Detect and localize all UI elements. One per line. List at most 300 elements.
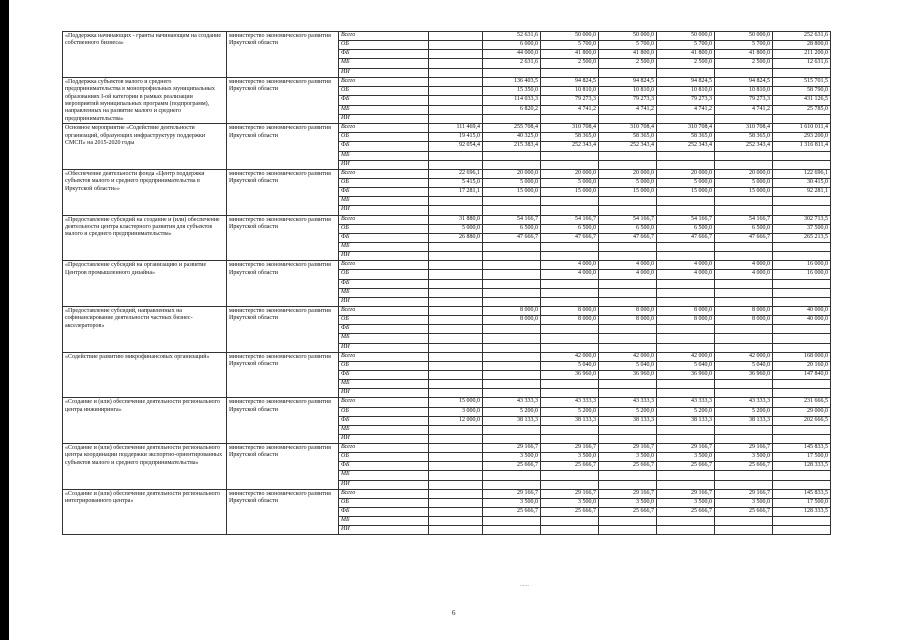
year-value-cell [483, 361, 541, 370]
year-value-cell: 43 333,3 [483, 398, 541, 407]
executor-cell: министерство экономического развития Иркутской области [227, 124, 339, 170]
year-value-cell [429, 434, 483, 443]
year-value-cell [429, 325, 483, 334]
year-value-cell [483, 197, 541, 206]
year-value-cell: 29 166,7 [715, 444, 773, 453]
total-value-cell: 202 666,5 [773, 416, 831, 425]
year-value-cell: 12 000,0 [429, 416, 483, 425]
total-value-cell: 1 316 811,4 [773, 142, 831, 151]
year-value-cell: 58 365,0 [715, 133, 773, 142]
executor-cell: министерство экономического развития Иркутской области [227, 77, 339, 123]
funding-source-label: Всего [339, 398, 429, 407]
year-value-cell: 4 741,2 [715, 105, 773, 114]
year-value-cell: 8 000,0 [599, 306, 657, 315]
year-value-cell [599, 471, 657, 480]
year-value-cell [657, 242, 715, 251]
year-value-cell [429, 489, 483, 498]
year-value-cell: 29 166,7 [483, 489, 541, 498]
year-value-cell [715, 151, 773, 160]
total-value-cell: 168 000,0 [773, 352, 831, 361]
table-row [63, 77, 831, 86]
year-value-cell [599, 325, 657, 334]
funding-source-label: МБ [339, 380, 429, 389]
year-value-cell [429, 480, 483, 489]
total-value-cell: 20 160,0 [773, 361, 831, 370]
year-value-cell [657, 252, 715, 261]
year-value-cell [715, 68, 773, 77]
year-value-cell: 92 054,4 [429, 142, 483, 151]
year-value-cell: 4 741,2 [599, 105, 657, 114]
year-value-cell: 50 000,0 [599, 32, 657, 41]
year-value-cell: 3 500,0 [657, 453, 715, 462]
total-value-cell [773, 68, 831, 77]
year-value-cell: 6 820,2 [483, 105, 541, 114]
measure-description: «Создание и (или) обеспечение деятельности регионального центра инжиниринга» [63, 398, 227, 444]
year-value-cell: 3 500,0 [541, 498, 599, 507]
funding-source-label: ФБ [339, 462, 429, 471]
total-value-cell [773, 425, 831, 434]
total-value-cell: 431 126,5 [773, 96, 831, 105]
measure-description: «Обеспечение деятельности фонда «Центр поддержки субъектов малого и среднего предпринимательства в Иркутской области»» [63, 169, 227, 215]
table-row [63, 398, 831, 407]
year-value-cell [657, 197, 715, 206]
year-value-cell: 43 333,3 [657, 398, 715, 407]
funding-source-label: ФБ [339, 279, 429, 288]
year-value-cell: 5 000,0 [657, 178, 715, 187]
year-value-cell [429, 242, 483, 251]
year-value-cell [541, 252, 599, 261]
year-value-cell [483, 288, 541, 297]
funding-source-label: ФБ [339, 508, 429, 517]
measure-description: Основное мероприятие «Содействие деятельности организаций, образующих инфраструктуру поддержки СМСП» на 2015-2020 годы [63, 124, 227, 170]
scan-edge-bar [0, 0, 9, 640]
total-value-cell [773, 343, 831, 352]
year-value-cell [599, 288, 657, 297]
total-value-cell: 211 200,0 [773, 50, 831, 59]
year-value-cell: 252 343,4 [715, 142, 773, 151]
year-value-cell [429, 306, 483, 315]
year-value-cell: 19 415,0 [429, 133, 483, 142]
funding-source-label: МБ [339, 151, 429, 160]
year-value-cell [599, 425, 657, 434]
funding-source-label: МБ [339, 288, 429, 297]
year-value-cell: 94 824,5 [657, 77, 715, 86]
year-value-cell: 2 500,0 [599, 59, 657, 68]
funding-source-label: Всего [339, 124, 429, 133]
year-value-cell: 6 500,0 [483, 224, 541, 233]
total-value-cell [773, 279, 831, 288]
funding-source-label: ИИ [339, 68, 429, 77]
year-value-cell [483, 343, 541, 352]
total-value-cell: 231 666,5 [773, 398, 831, 407]
funding-source-label: ИИ [339, 297, 429, 306]
year-value-cell: 15 000,0 [541, 188, 599, 197]
table-row [63, 306, 831, 315]
year-value-cell: 44 000,0 [483, 50, 541, 59]
year-value-cell: 5 700,0 [541, 41, 599, 50]
funding-source-label: МБ [339, 517, 429, 526]
total-value-cell: 29 000,0 [773, 407, 831, 416]
year-value-cell [657, 480, 715, 489]
budget-table [62, 31, 831, 535]
year-value-cell: 20 000,0 [541, 169, 599, 178]
year-value-cell: 4 000,0 [657, 261, 715, 270]
total-value-cell: 145 833,5 [773, 444, 831, 453]
year-value-cell [715, 517, 773, 526]
year-value-cell: 20 000,0 [657, 169, 715, 178]
year-value-cell [483, 517, 541, 526]
year-value-cell [429, 77, 483, 86]
year-value-cell: 25 666,7 [541, 462, 599, 471]
year-value-cell [599, 526, 657, 535]
total-value-cell [773, 325, 831, 334]
year-value-cell: 15 350,0 [483, 86, 541, 95]
year-value-cell: 10 810,0 [599, 86, 657, 95]
funding-source-label: МБ [339, 59, 429, 68]
year-value-cell [657, 517, 715, 526]
year-value-cell [483, 114, 541, 123]
table-row [63, 169, 831, 178]
total-value-cell: 16 000,0 [773, 270, 831, 279]
year-value-cell [541, 197, 599, 206]
year-value-cell: 94 824,5 [599, 77, 657, 86]
year-value-cell [429, 288, 483, 297]
funding-source-label: ИИ [339, 480, 429, 489]
year-value-cell: 38 133,3 [657, 416, 715, 425]
year-value-cell: 40 325,0 [483, 133, 541, 142]
year-value-cell [429, 297, 483, 306]
year-value-cell: 47 666,7 [483, 233, 541, 242]
year-value-cell: 5 040,0 [541, 361, 599, 370]
year-value-cell: 38 133,3 [483, 416, 541, 425]
year-value-cell [483, 425, 541, 434]
year-value-cell [715, 343, 773, 352]
year-value-cell: 2 500,0 [541, 59, 599, 68]
year-value-cell: 41 800,0 [657, 50, 715, 59]
total-value-cell [773, 480, 831, 489]
funding-source-label: МБ [339, 425, 429, 434]
year-value-cell [715, 380, 773, 389]
year-value-cell [429, 343, 483, 352]
funding-source-label: Всего [339, 77, 429, 86]
year-value-cell [599, 297, 657, 306]
year-value-cell: 5 040,0 [715, 361, 773, 370]
year-value-cell: 25 666,7 [715, 508, 773, 517]
total-value-cell: 16 000,0 [773, 261, 831, 270]
year-value-cell: 43 333,3 [541, 398, 599, 407]
measure-description: «Поддержка субъектов малого и среднего предпринимательства в монопрофильных муниципальных образованиях I-ой категории в рамках реализации мероприятий муниципальных программ (подпрограмм), направленных на развитие малого и среднего предпринимательства» [63, 77, 227, 123]
year-value-cell: 5 000,0 [541, 178, 599, 187]
year-value-cell: 252 343,4 [599, 142, 657, 151]
year-value-cell: 5 200,0 [599, 407, 657, 416]
year-value-cell: 4 000,0 [715, 261, 773, 270]
year-value-cell [541, 325, 599, 334]
year-value-cell [483, 261, 541, 270]
funding-source-label: ОБ [339, 133, 429, 142]
year-value-cell: 79 273,3 [541, 96, 599, 105]
year-value-cell [599, 343, 657, 352]
year-value-cell [429, 389, 483, 398]
year-value-cell [657, 151, 715, 160]
year-value-cell [657, 343, 715, 352]
total-value-cell: 1 610 011,4 [773, 124, 831, 133]
funding-source-label: ИИ [339, 252, 429, 261]
year-value-cell: 20 000,0 [715, 169, 773, 178]
year-value-cell: 15 000,0 [715, 188, 773, 197]
year-value-cell: 25 666,7 [657, 508, 715, 517]
year-value-cell: 20 000,0 [599, 169, 657, 178]
year-value-cell: 79 273,3 [657, 96, 715, 105]
year-value-cell: 5 000,0 [483, 178, 541, 187]
funding-source-label: ИИ [339, 343, 429, 352]
year-value-cell: 25 666,7 [657, 462, 715, 471]
year-value-cell [599, 68, 657, 77]
year-value-cell [429, 50, 483, 59]
year-value-cell [483, 370, 541, 379]
year-value-cell [657, 68, 715, 77]
funding-source-label: Всего [339, 444, 429, 453]
year-value-cell [541, 526, 599, 535]
total-value-cell: 17 500,0 [773, 453, 831, 462]
year-value-cell: 54 166,7 [541, 215, 599, 224]
year-value-cell [715, 297, 773, 306]
year-value-cell [429, 105, 483, 114]
year-value-cell [429, 252, 483, 261]
year-value-cell [715, 471, 773, 480]
year-value-cell [715, 206, 773, 215]
year-value-cell: 4 000,0 [541, 261, 599, 270]
year-value-cell [429, 517, 483, 526]
funding-source-label: МБ [339, 197, 429, 206]
measure-description: «Создание и (или) обеспечение деятельности регионального центра координации поддержки экспортно-ориентированных субъектов малого и среднего предпринимательства» [63, 444, 227, 490]
year-value-cell: 36 960,0 [657, 370, 715, 379]
year-value-cell: 22 696,1 [429, 169, 483, 178]
year-value-cell: 50 000,0 [541, 32, 599, 41]
total-value-cell: 30 415,0 [773, 178, 831, 187]
year-value-cell: 8 000,0 [715, 306, 773, 315]
funding-source-label: ФБ [339, 416, 429, 425]
year-value-cell: 6 500,0 [715, 224, 773, 233]
year-value-cell [429, 471, 483, 480]
total-value-cell: 252 631,6 [773, 32, 831, 41]
total-value-cell: 128 333,5 [773, 508, 831, 517]
year-value-cell: 5 000,0 [599, 178, 657, 187]
year-value-cell: 29 166,7 [599, 489, 657, 498]
year-value-cell [657, 288, 715, 297]
year-value-cell: 3 500,0 [483, 453, 541, 462]
total-value-cell [773, 334, 831, 343]
year-value-cell: 252 343,4 [657, 142, 715, 151]
funding-source-label: Всего [339, 489, 429, 498]
total-value-cell: 40 000,0 [773, 306, 831, 315]
year-value-cell [483, 206, 541, 215]
funding-source-label: Всего [339, 261, 429, 270]
year-value-cell [541, 343, 599, 352]
funding-source-label: ИИ [339, 206, 429, 215]
funding-source-label: ОБ [339, 498, 429, 507]
funding-source-label: ФБ [339, 96, 429, 105]
year-value-cell: 6 000,0 [483, 41, 541, 50]
year-value-cell: 42 000,0 [657, 352, 715, 361]
year-value-cell: 25 666,7 [599, 462, 657, 471]
total-value-cell: 122 696,1 [773, 169, 831, 178]
funding-source-label: Всего [339, 215, 429, 224]
year-value-cell [599, 334, 657, 343]
total-value-cell [773, 197, 831, 206]
year-value-cell [429, 352, 483, 361]
year-value-cell: 54 166,7 [657, 215, 715, 224]
year-value-cell [429, 86, 483, 95]
year-value-cell: 4 000,0 [657, 270, 715, 279]
year-value-cell [429, 462, 483, 471]
year-value-cell: 79 273,3 [599, 96, 657, 105]
measure-description: «Поддержка начинающих - гранты начинающим на создание собственного бизнеса» [63, 32, 227, 78]
year-value-cell [657, 526, 715, 535]
year-value-cell: 47 666,7 [599, 233, 657, 242]
year-value-cell [715, 526, 773, 535]
year-value-cell: 94 824,5 [715, 77, 773, 86]
total-value-cell: 37 500,0 [773, 224, 831, 233]
year-value-cell [483, 270, 541, 279]
funding-source-label: Всего [339, 169, 429, 178]
year-value-cell: 17 281,1 [429, 188, 483, 197]
year-value-cell [429, 380, 483, 389]
year-value-cell [715, 288, 773, 297]
year-value-cell [483, 151, 541, 160]
year-value-cell: 8 000,0 [541, 306, 599, 315]
total-value-cell: 515 701,5 [773, 77, 831, 86]
year-value-cell [429, 425, 483, 434]
year-value-cell [483, 380, 541, 389]
total-value-cell [773, 288, 831, 297]
year-value-cell: 38 133,3 [599, 416, 657, 425]
year-value-cell [715, 197, 773, 206]
total-value-cell [773, 252, 831, 261]
year-value-cell [657, 471, 715, 480]
table-row [63, 261, 831, 270]
year-value-cell [541, 471, 599, 480]
total-value-cell: 302 713,5 [773, 215, 831, 224]
year-value-cell [599, 252, 657, 261]
year-value-cell: 3 500,0 [599, 453, 657, 462]
year-value-cell [715, 334, 773, 343]
funding-source-label: МБ [339, 242, 429, 251]
total-value-cell [773, 434, 831, 443]
year-value-cell: 29 166,7 [657, 489, 715, 498]
year-value-cell: 5 000,0 [715, 178, 773, 187]
year-value-cell [483, 352, 541, 361]
year-value-cell: 215 383,4 [483, 142, 541, 151]
year-value-cell [599, 197, 657, 206]
year-value-cell: 5 700,0 [715, 41, 773, 50]
total-value-cell: 147 840,0 [773, 370, 831, 379]
year-value-cell [483, 252, 541, 261]
total-value-cell: 40 000,0 [773, 316, 831, 325]
year-value-cell [657, 334, 715, 343]
year-value-cell [541, 425, 599, 434]
year-value-cell: 47 666,7 [657, 233, 715, 242]
funding-source-label: ОБ [339, 316, 429, 325]
year-value-cell: 10 810,0 [657, 86, 715, 95]
year-value-cell: 4 000,0 [599, 261, 657, 270]
total-value-cell: 128 333,5 [773, 462, 831, 471]
year-value-cell [599, 380, 657, 389]
total-value-cell: 293 200,0 [773, 133, 831, 142]
year-value-cell [657, 206, 715, 215]
year-value-cell [657, 434, 715, 443]
year-value-cell [541, 279, 599, 288]
year-value-cell [541, 480, 599, 489]
year-value-cell: 5 700,0 [657, 41, 715, 50]
year-value-cell [429, 151, 483, 160]
year-value-cell: 50 000,0 [715, 32, 773, 41]
table-row [63, 489, 831, 498]
funding-source-label: ОБ [339, 41, 429, 50]
total-value-cell: 145 833,5 [773, 489, 831, 498]
year-value-cell [657, 114, 715, 123]
funding-source-label: МБ [339, 471, 429, 480]
executor-cell: министерство экономического развития Иркутской области [227, 169, 339, 215]
year-value-cell [429, 197, 483, 206]
year-value-cell [599, 206, 657, 215]
year-value-cell [429, 370, 483, 379]
year-value-cell: 47 666,7 [541, 233, 599, 242]
year-value-cell: 20 000,0 [483, 169, 541, 178]
year-value-cell: 41 800,0 [541, 50, 599, 59]
total-value-cell: 58 790,0 [773, 86, 831, 95]
year-value-cell [715, 160, 773, 169]
year-value-cell: 310 708,4 [715, 124, 773, 133]
total-value-cell: 25 785,0 [773, 105, 831, 114]
year-value-cell [429, 444, 483, 453]
year-value-cell: 29 166,7 [483, 444, 541, 453]
year-value-cell: 5 040,0 [599, 361, 657, 370]
year-value-cell: 25 666,7 [541, 508, 599, 517]
year-value-cell: 15 000,0 [429, 398, 483, 407]
measure-description: «Предоставление субсидий на создание и (или) обеспечение деятельности центра кластерного развития для субъектов малого и среднего предпринимательства» [63, 215, 227, 261]
year-value-cell: 54 166,7 [599, 215, 657, 224]
year-value-cell [657, 425, 715, 434]
year-value-cell [429, 270, 483, 279]
total-value-cell: 92 281,1 [773, 188, 831, 197]
year-value-cell [429, 498, 483, 507]
funding-source-label: ФБ [339, 325, 429, 334]
year-value-cell: 25 666,7 [715, 462, 773, 471]
year-value-cell [715, 242, 773, 251]
year-value-cell [541, 389, 599, 398]
year-value-cell: 42 000,0 [599, 352, 657, 361]
year-value-cell [429, 279, 483, 288]
year-value-cell [715, 480, 773, 489]
year-value-cell [715, 425, 773, 434]
year-value-cell: 94 824,5 [541, 77, 599, 86]
year-value-cell [541, 380, 599, 389]
year-value-cell [483, 480, 541, 489]
total-value-cell [773, 297, 831, 306]
executor-cell: министерство экономического развития Иркутской области [227, 444, 339, 490]
year-value-cell [599, 434, 657, 443]
year-value-cell: 54 166,7 [483, 215, 541, 224]
year-value-cell [483, 160, 541, 169]
year-value-cell [657, 325, 715, 334]
year-value-cell [483, 68, 541, 77]
total-value-cell [773, 206, 831, 215]
year-value-cell: 6 500,0 [599, 224, 657, 233]
year-value-cell [429, 261, 483, 270]
year-value-cell: 29 166,7 [541, 489, 599, 498]
year-value-cell: 3 500,0 [483, 498, 541, 507]
year-value-cell [483, 471, 541, 480]
